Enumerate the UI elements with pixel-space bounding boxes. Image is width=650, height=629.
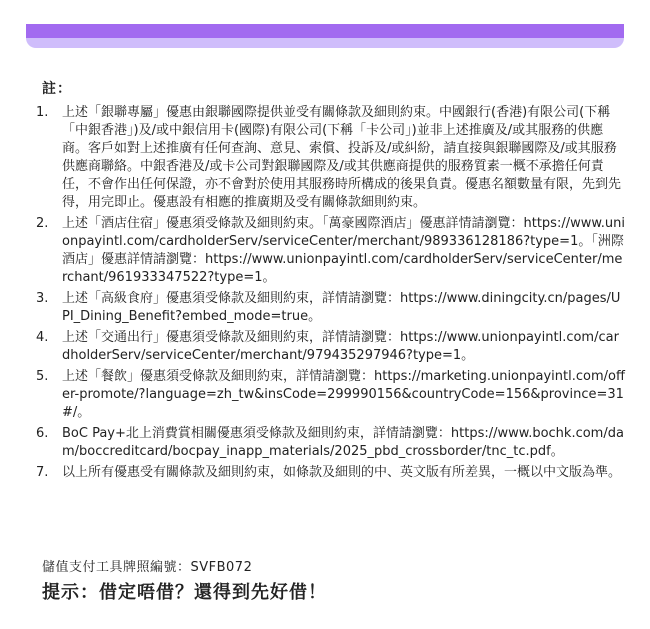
note-item-5 [36,368,626,422]
note-text: 上述「銀聯專屬」優惠由銀聯國際提供並受有關條款及細則約束。中國銀行(香港)有限公司(下稱「中銀香港」)及/或中銀信用卡(國際)有限公司(下稱「卡公司」)並非上述推廣及/或其服務的供應商。客戶如對上述推廣有任何查詢、意見、索償、投訴及/或糾紛，請直接與銀聯國際及/或其服務供應商聯絡。中銀香港及/或卡公司對銀聯國際及/或其供應商提供的服務質素一概不承擔任何責任，不會作出任何保證，亦不會對於使用其服務時所構成的後果負責。優惠名額數量有限，先到先得，用完即止。優惠設有相應的推廣期及受有關條款細則約束。 [62,105,622,210]
note-number: 4. [36,330,49,345]
note-text: 上述「高級食府」優惠須受條款及細則約束，詳情請瀏覽：https://www.diningcity.cn/pages/UPI_Dining_Benefit?embed_mode=true。 [62,291,621,324]
note-text: 上述「酒店住宿」優惠須受條款及細則約束。「萬豪國際酒店」優惠詳情請瀏覽：https://www.unionpayintl.com/cardholderServ/serviceCenter/merchant/989336128186?type=1。「洲際酒店」優惠詳情請瀏覽：https://www.unionpayintl.com/cardholderServ/serviceCenter/merchant/961933347522?type=1。 [62,216,626,285]
note-number: 1. [36,105,49,120]
note-item-6 [36,425,626,461]
note-number: 5. [36,369,49,384]
note-number: 6. [36,426,49,441]
note-number: 2. [36,216,49,231]
note-text: 上述「交通出行」優惠須受條款及細則約束，詳情請瀏覽：https://www.unionpayintl.com/cardholderServ/serviceCenter/merchant/979435297946?type=1。 [62,330,619,363]
header-accent-bar [26,24,624,38]
notes-list [36,104,626,485]
note-item-2 [36,215,626,287]
borrowing-reminder: 提示：借定唔借？還得到先好借！ [42,582,327,603]
note-text: 以上所有優惠受有關條款及細則約束，如條款及細則的中、英文版有所差異，一概以中文版為準。 [62,465,622,480]
note-text: 上述「餐飲」優惠須受條款及細則約束，詳情請瀏覽：https://marketing.unionpayintl.com/offer-promote/?language=zh_tw&insCode=299990156&countryCode=156&province=31#/。 [62,369,625,420]
note-number: 3. [36,291,49,306]
license-number: 儲值支付工具牌照編號：SVFB072 [42,560,253,575]
note-item-1 [36,104,626,212]
note-item-4 [36,329,626,365]
note-text: BoC Pay+北上消費賞相關優惠須受條款及細則約束，詳情請瀏覽：https://www.bochk.com/dam/boccreditcard/bocpay_inapp_materials/2025_pbd_crossborder/tnc_tc.pdf。 [62,426,624,459]
note-item-3 [36,290,626,326]
notes-label: 註： [42,81,72,97]
note-item-7 [36,464,626,482]
note-number: 7. [36,465,49,480]
